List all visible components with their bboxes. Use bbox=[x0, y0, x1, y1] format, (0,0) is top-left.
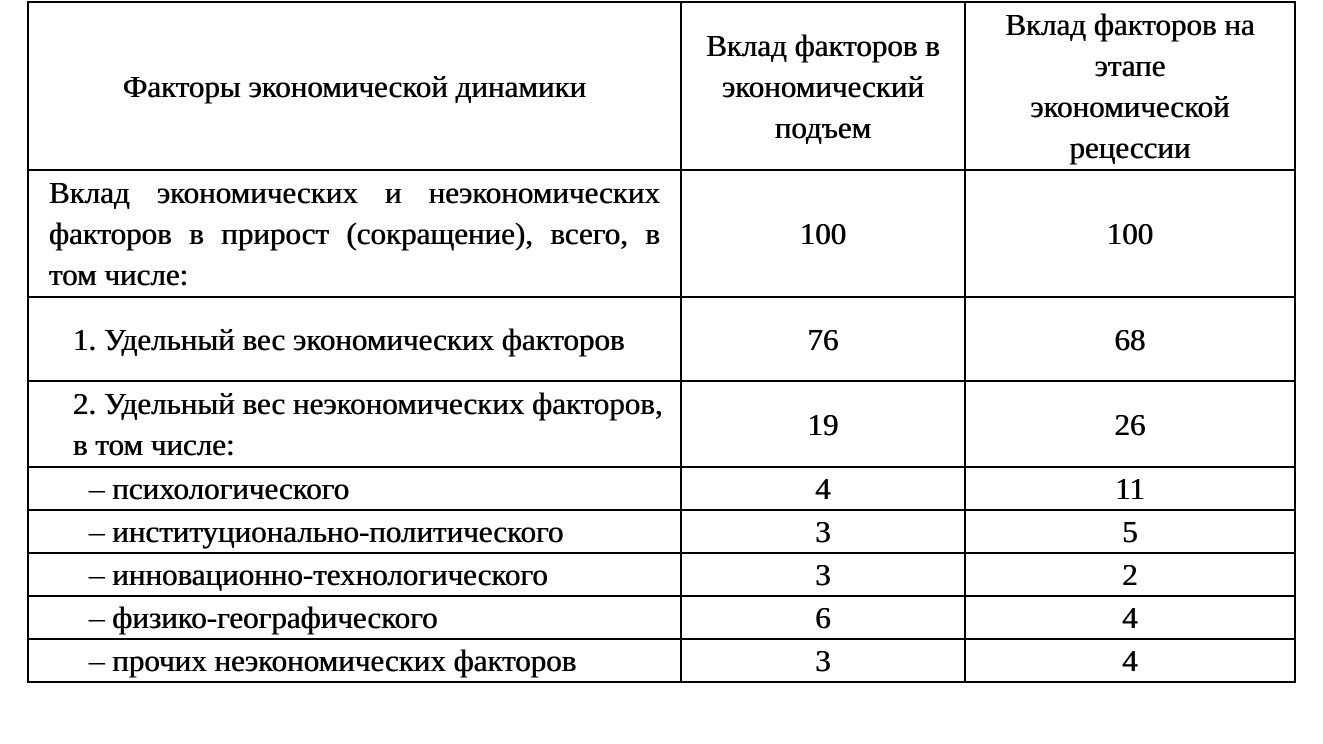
table-row-other bbox=[28, 639, 1295, 682]
table-row-psychological bbox=[28, 467, 1295, 510]
row-upswing-noneconomic: 19 bbox=[681, 381, 965, 467]
row-recession-noneconomic: 26 bbox=[965, 381, 1295, 467]
header-recession bbox=[965, 2, 1295, 170]
row-label-psychological: – психологического bbox=[28, 467, 681, 510]
row-upswing-psychological: 4 bbox=[681, 467, 965, 510]
table-row-institutional bbox=[28, 510, 1295, 553]
row-upswing-innovation: 3 bbox=[681, 553, 965, 596]
row-recession-innovation: 2 bbox=[965, 553, 1295, 596]
row-upswing-geographic: 6 bbox=[681, 596, 965, 639]
header-recession-text: Вклад факторов на этапе экономической рецессии bbox=[1005, 7, 1255, 165]
row-label-noneconomic: 2. Удельный вес неэкономических факторов, в том числе: bbox=[28, 381, 681, 467]
table-row-total bbox=[28, 170, 1295, 297]
row-upswing-institutional: 3 bbox=[681, 510, 965, 553]
header-upswing bbox=[681, 2, 965, 170]
table-row-economic bbox=[28, 297, 1295, 381]
table-row-innovation bbox=[28, 553, 1295, 596]
row-label-economic: 1. Удельный вес экономических факторов bbox=[28, 297, 681, 381]
row-recession-psychological: 11 bbox=[965, 467, 1295, 510]
row-upswing-total: 100 bbox=[681, 170, 965, 297]
row-label-institutional: – институционально-политического bbox=[28, 510, 681, 553]
factors-table-container bbox=[27, 1, 1296, 683]
row-recession-other: 4 bbox=[965, 639, 1295, 682]
row-recession-economic: 68 bbox=[965, 297, 1295, 381]
row-label-geographic: – физико-географического bbox=[28, 596, 681, 639]
row-recession-geographic: 4 bbox=[965, 596, 1295, 639]
economic-factors-table bbox=[27, 1, 1296, 683]
table-row-geographic bbox=[28, 596, 1295, 639]
row-upswing-economic: 76 bbox=[681, 297, 965, 381]
row-recession-total: 100 bbox=[965, 170, 1295, 297]
row-recession-institutional: 5 bbox=[965, 510, 1295, 553]
table-row-noneconomic bbox=[28, 381, 1295, 467]
row-label-total: Вклад экономических и неэкономических факторов в прирост (сокращение), всего, в том числе: bbox=[28, 170, 681, 297]
header-upswing-text: Вклад факторов в экономический подъем bbox=[706, 27, 940, 145]
header-factors: Факторы экономической динамики bbox=[28, 2, 681, 170]
table-header-row bbox=[28, 2, 1295, 170]
row-label-other: – прочих неэкономических факторов bbox=[28, 639, 681, 682]
row-upswing-other: 3 bbox=[681, 639, 965, 682]
row-label-innovation: – инновационно-технологического bbox=[28, 553, 681, 596]
